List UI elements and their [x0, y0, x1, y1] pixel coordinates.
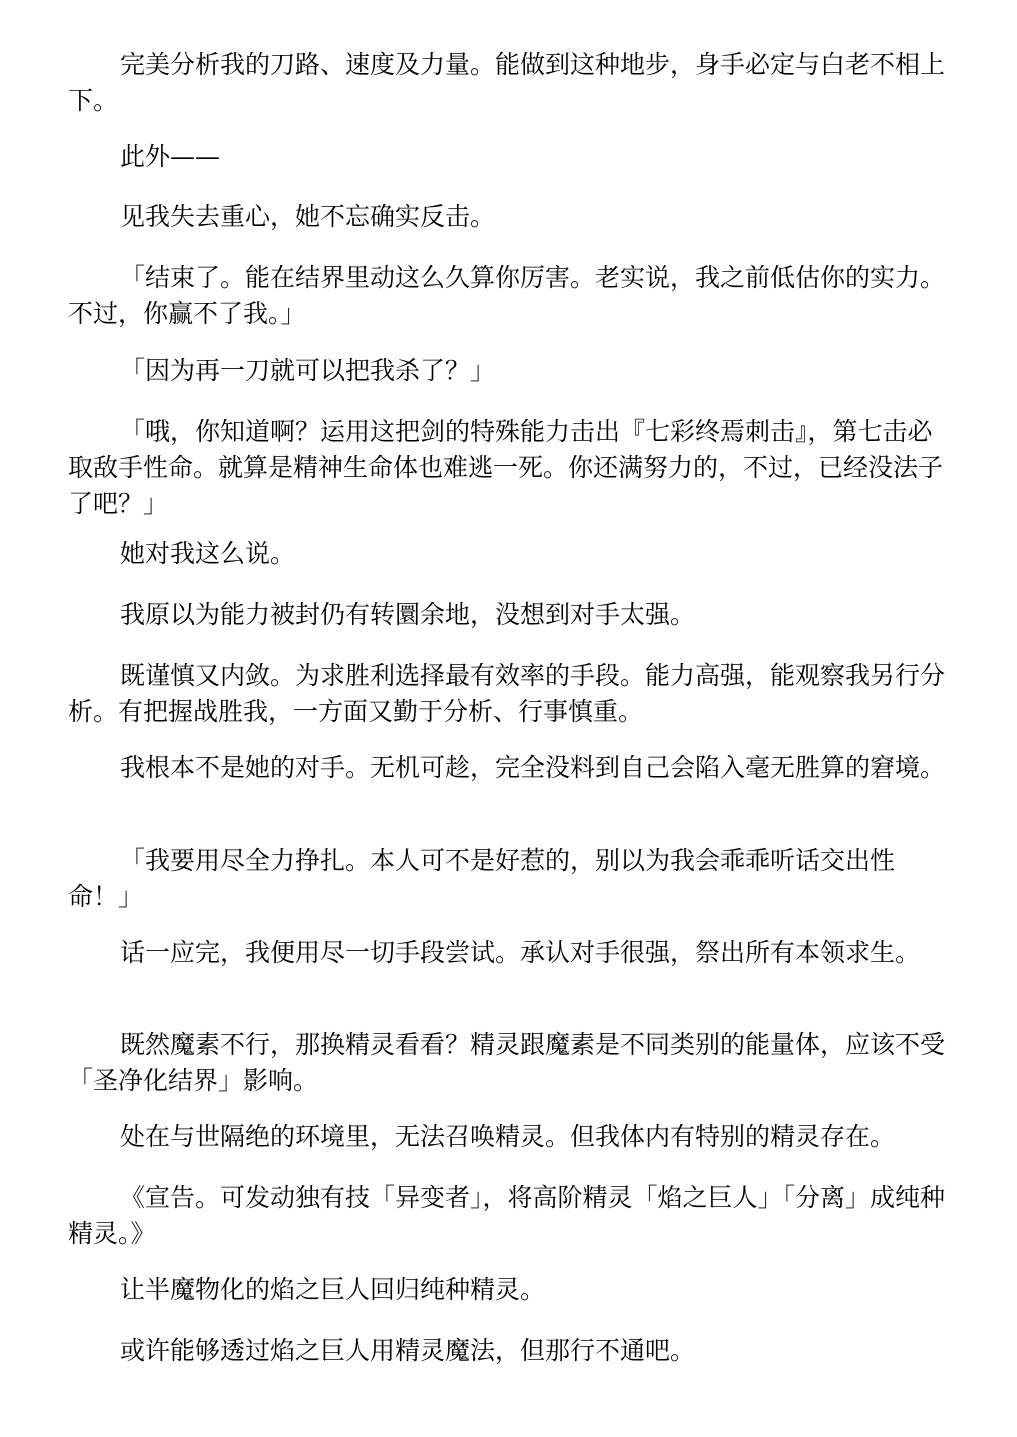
paragraph: 「结束了。能在结界里动这么久算你厉害。老实说，我之前低估你的实力。不过，你赢不了我。」	[68, 263, 946, 328]
paragraph: 她对我这么说。	[120, 539, 296, 568]
paragraph: 处在与世隔绝的环境里，无法召唤精灵。但我体内有特别的精灵存在。	[120, 1122, 896, 1151]
paragraph: 「因为再一刀就可以把我杀了？」	[120, 356, 496, 385]
paragraph: 让半魔物化的焰之巨人回归纯种精灵。	[120, 1275, 546, 1304]
paragraph: 完美分析我的刀路、速度及力量。能做到这种地步，身手必定与白老不相上下。	[68, 50, 946, 115]
paragraph: 我原以为能力被封仍有转圜余地，没想到对手太强。	[120, 600, 696, 629]
paragraph: 或许能够透过焰之巨人用精灵魔法，但那行不通吧。	[120, 1336, 696, 1365]
paragraph: 「哦，你知道啊？运用这把剑的特殊能力击出『七彩终焉刺击』，第七击必取敌手性命。就算是精神生命体也难逃一死。你还满努力的，不过，已经没法子了吧？」	[68, 417, 944, 518]
paragraph: 《宣告。可发动独有技「异变者」，将高阶精灵「焰之巨人」「分离」成纯种精灵。》	[68, 1183, 946, 1248]
paragraph: 此外——	[120, 142, 221, 171]
paragraph: 既然魔素不行，那换精灵看看？精灵跟魔素是不同类别的能量体，应该不受「圣净化结界」影响。	[68, 1030, 946, 1095]
paragraph: 见我失去重心，她不忘确实反击。	[120, 202, 496, 231]
paragraph: 我根本不是她的对手。无机可趁，完全没料到自己会陷入毫无胜算的窘境。	[120, 753, 946, 782]
paragraph: 话一应完，我便用尽一切手段尝试。承认对手很强，祭出所有本领求生。	[120, 938, 921, 967]
paragraph: 既谨慎又内敛。为求胜利选择最有效率的手段。能力高强，能观察我另行分析。有把握战胜我，一方面又勤于分析、行事慎重。	[68, 661, 946, 726]
paragraph: 「我要用尽全力挣扎。本人可不是好惹的，别以为我会乖乖听话交出性命！」	[68, 846, 896, 911]
